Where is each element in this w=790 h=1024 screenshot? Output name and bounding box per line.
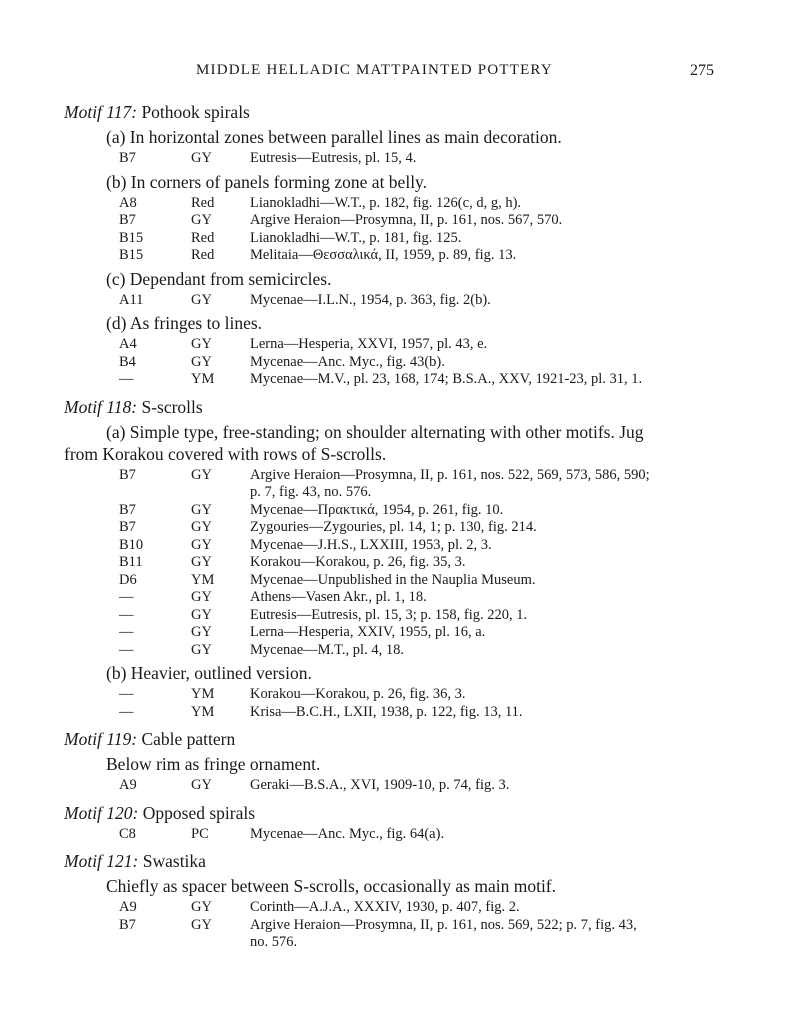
entry-list [64,686,734,721]
reference-text: Argive Heraion—Prosymna, II, p. 161, nos. 569, 522; p. 7, fig. 43, [250,916,637,933]
reference-text: Athens—Vasen Akr., pl. 1, 18. [250,589,427,605]
shape-code: A9 [119,777,137,793]
entry-row [64,537,734,555]
motif-number: Motif 120: [64,802,139,823]
entry-row [64,899,734,917]
motif-heading [64,802,734,824]
reference [250,292,734,310]
reference-continuation: no. 576. [250,934,298,950]
reference-text: Mycenae—Anc. Myc., fig. 43(b). [250,353,445,370]
reference-text: Argive Heraion—Prosymna, II, p. 161, nos. 567, 570. [250,212,563,228]
shape-code: A4 [119,336,137,352]
reference [250,150,734,168]
reference [250,607,734,625]
ware-code: GY [191,353,212,370]
reference-text: Geraki—B.S.A., XVI, 1909-10, p. 74, fig. 3. [250,777,510,793]
reference [250,230,734,248]
entry-row [64,212,734,230]
entry-list [64,292,734,310]
entry-list [64,336,734,389]
shape-code: B7 [119,519,136,535]
entry-row [64,292,734,310]
entry-row [64,777,734,795]
motif-number: Motif 117: [64,102,138,122]
shape-code: B7 [119,212,136,228]
reference [250,572,734,590]
reference-text: Mycenae—Unpublished in the Nauplia Museum. [250,571,536,588]
shape-code: C8 [119,825,136,842]
motif-title: Swastika [142,851,206,871]
reference [250,195,734,213]
ware-code: GY [191,212,212,228]
reference-text: Lianokladhi—W.T., p. 182, fig. 126(c, d, g, h). [250,194,522,211]
shape-code: — [119,606,134,623]
entry-list [64,150,734,168]
ware-code: GY [191,777,212,793]
entry-row [64,230,734,248]
subheading [64,421,734,465]
reference-text: Lerna—Hesperia, XXVI, 1957, pl. 43, e. [250,336,488,352]
subheading-text: (a) In horizontal zones between parallel lines as main decoration. [106,127,562,147]
subheading [64,312,734,334]
reference-text: Zygouries—Zygouries, pl. 14, 1; p. 130, fig. 214. [250,519,537,535]
ware-code: GY [191,589,212,605]
ware-code: GY [191,606,212,623]
entry-row [64,354,734,372]
reference [250,336,734,354]
shape-code: B7 [119,466,136,483]
subheading-text: (a) Simple type, free-standing; on shoulder alternating with other motifs. Jug [106,421,644,442]
entry-row [64,519,734,537]
subheading-text: Below rim as fringe ornament. [106,754,321,774]
entry-row [64,589,734,607]
entry-list [64,195,734,265]
reference-text: Mycenae—M.T., pl. 4, 18. [250,641,404,658]
ware-code: GY [191,554,212,570]
ware-code: GY [191,641,212,658]
shape-code: B7 [119,916,136,933]
running-header [0,62,790,86]
shape-code: B7 [119,150,136,166]
entry-list [64,826,734,844]
motif-heading [64,850,734,872]
motif-title: Cable pattern [141,729,236,749]
ware-code: GY [191,899,212,915]
reference [250,642,734,660]
reference [250,554,734,572]
entry-row [64,247,734,265]
ware-code: PC [191,825,209,842]
entry-row [64,195,734,213]
reference [250,686,734,704]
entry-row [64,624,734,642]
reference-text: Mycenae—J.H.S., LXXIII, 1953, pl. 2, 3. [250,536,492,553]
subheading [64,875,734,897]
reference-text: Korakou—Korakou, p. 26, fig. 36, 3. [250,686,466,702]
ware-code: GY [191,150,212,166]
subheading-text: (c) Dependant from semicircles. [106,268,332,289]
reference-text: Corinth—A.J.A., XXXIV, 1930, p. 407, fig. 2. [250,899,520,915]
shape-code: B15 [119,229,144,246]
shape-code: — [119,686,134,702]
entry-list [64,777,734,795]
subheading-text: (b) In corners of panels forming zone at belly. [106,171,428,192]
subheading-text: Chiefly as spacer between S-scrolls, occasionally as main motif. [106,876,557,896]
entry-row [64,467,734,502]
reference-text: Mycenae—I.L.N., 1954, p. 363, fig. 2(b). [250,291,491,308]
reference [250,519,734,537]
entry-row [64,642,734,660]
reference [250,354,734,372]
ware-code: Red [191,247,215,263]
shape-code: B7 [119,501,136,518]
shape-code: — [119,589,134,605]
motif-number: Motif 121: [64,851,139,871]
ware-code: YM [191,703,215,720]
reference-text: Mycenae—Πρακτικά, 1954, p. 261, fig. 10. [250,501,504,518]
subheading-continuation: from Korakou covered with rows of S-scrolls. [64,443,387,464]
entry-row [64,607,734,625]
subheading [64,171,734,193]
reference-text: Korakou—Korakou, p. 26, fig. 35, 3. [250,554,466,570]
reference [250,777,734,795]
motif-title: S-scrolls [141,396,203,417]
subheading [64,662,734,684]
motif-heading [64,728,734,750]
ware-code: YM [191,686,215,702]
subheading [64,268,734,290]
ware-code: GY [191,916,212,933]
ware-code: YM [191,571,215,588]
motif-heading [64,396,734,418]
entry-row [64,826,734,844]
shape-code: B10 [119,536,144,553]
catalogue-body [64,101,734,955]
subheading-text: (d) As fringes to lines. [106,313,263,333]
reference-text: Mycenae—Anc. Myc., fig. 64(a). [250,825,445,842]
reference [250,247,734,265]
motif-title: Opposed spirals [142,802,256,823]
reference-text: Eutresis—Eutresis, pl. 15, 3; p. 158, fig. 220, 1. [250,606,528,623]
reference [250,212,734,230]
entry-row [64,686,734,704]
shape-code: B11 [119,554,143,570]
shape-code: — [119,371,134,387]
reference [250,704,734,722]
reference [250,826,734,844]
reference-text: Lerna—Hesperia, XXIV, 1955, pl. 16, a. [250,624,486,640]
shape-code: — [119,703,134,720]
subheading-text: (b) Heavier, outlined version. [106,663,312,683]
reference [250,899,734,917]
ware-code: Red [191,194,215,211]
page-number: 275 [690,62,714,79]
running-title: MIDDLE HELLADIC MATTPAINTED POTTERY [196,62,553,78]
shape-code: B4 [119,353,136,370]
motif-title: Pothook spirals [141,102,250,122]
reference-continuation: p. 7, fig. 43, no. 576. [250,484,372,500]
reference-text: Lianokladhi—W.T., p. 181, fig. 125. [250,229,462,246]
entry-row [64,917,734,952]
shape-code: A9 [119,899,137,915]
subheading [64,126,734,148]
ware-code: GY [191,291,212,308]
shape-code: — [119,641,134,658]
entry-list [64,467,734,660]
reference-text: Argive Heraion—Prosymna, II, p. 161, nos. 522, 569, 573, 586, 590; [250,466,650,483]
motif-number: Motif 118: [64,396,138,417]
entry-row [64,572,734,590]
subheading [64,753,734,775]
reference-text: Melitaia—Θεσσαλικά, II, 1959, p. 89, fig. 13. [250,247,517,263]
ware-code: GY [191,519,212,535]
motif-number: Motif 119: [64,729,138,749]
entry-row [64,371,734,389]
reference-text: Krisa—B.C.H., LXII, 1938, p. 122, fig. 13, 11. [250,703,523,720]
reference [250,624,734,642]
shape-code: D6 [119,571,137,588]
ware-code: GY [191,336,212,352]
entry-row [64,150,734,168]
reference-text: Eutresis—Eutresis, pl. 15, 4. [250,150,417,166]
reference [250,502,734,520]
reference [250,589,734,607]
ware-code: GY [191,466,212,483]
shape-code: A8 [119,194,137,211]
shape-code: — [119,624,134,640]
reference [250,917,734,952]
reference [250,371,734,389]
reference-text: Mycenae—M.V., pl. 23, 168, 174; B.S.A., XXV, 1921-23, pl. 31, 1. [250,371,643,387]
entry-row [64,502,734,520]
entry-row [64,336,734,354]
motif-heading [64,101,734,123]
ware-code: Red [191,229,215,246]
entry-row [64,704,734,722]
ware-code: GY [191,536,212,553]
entry-list [64,899,734,952]
reference [250,467,734,502]
shape-code: A11 [119,291,144,308]
ware-code: YM [191,371,215,387]
entry-row [64,554,734,572]
ware-code: GY [191,501,212,518]
reference [250,537,734,555]
shape-code: B15 [119,247,144,263]
ware-code: GY [191,624,212,640]
